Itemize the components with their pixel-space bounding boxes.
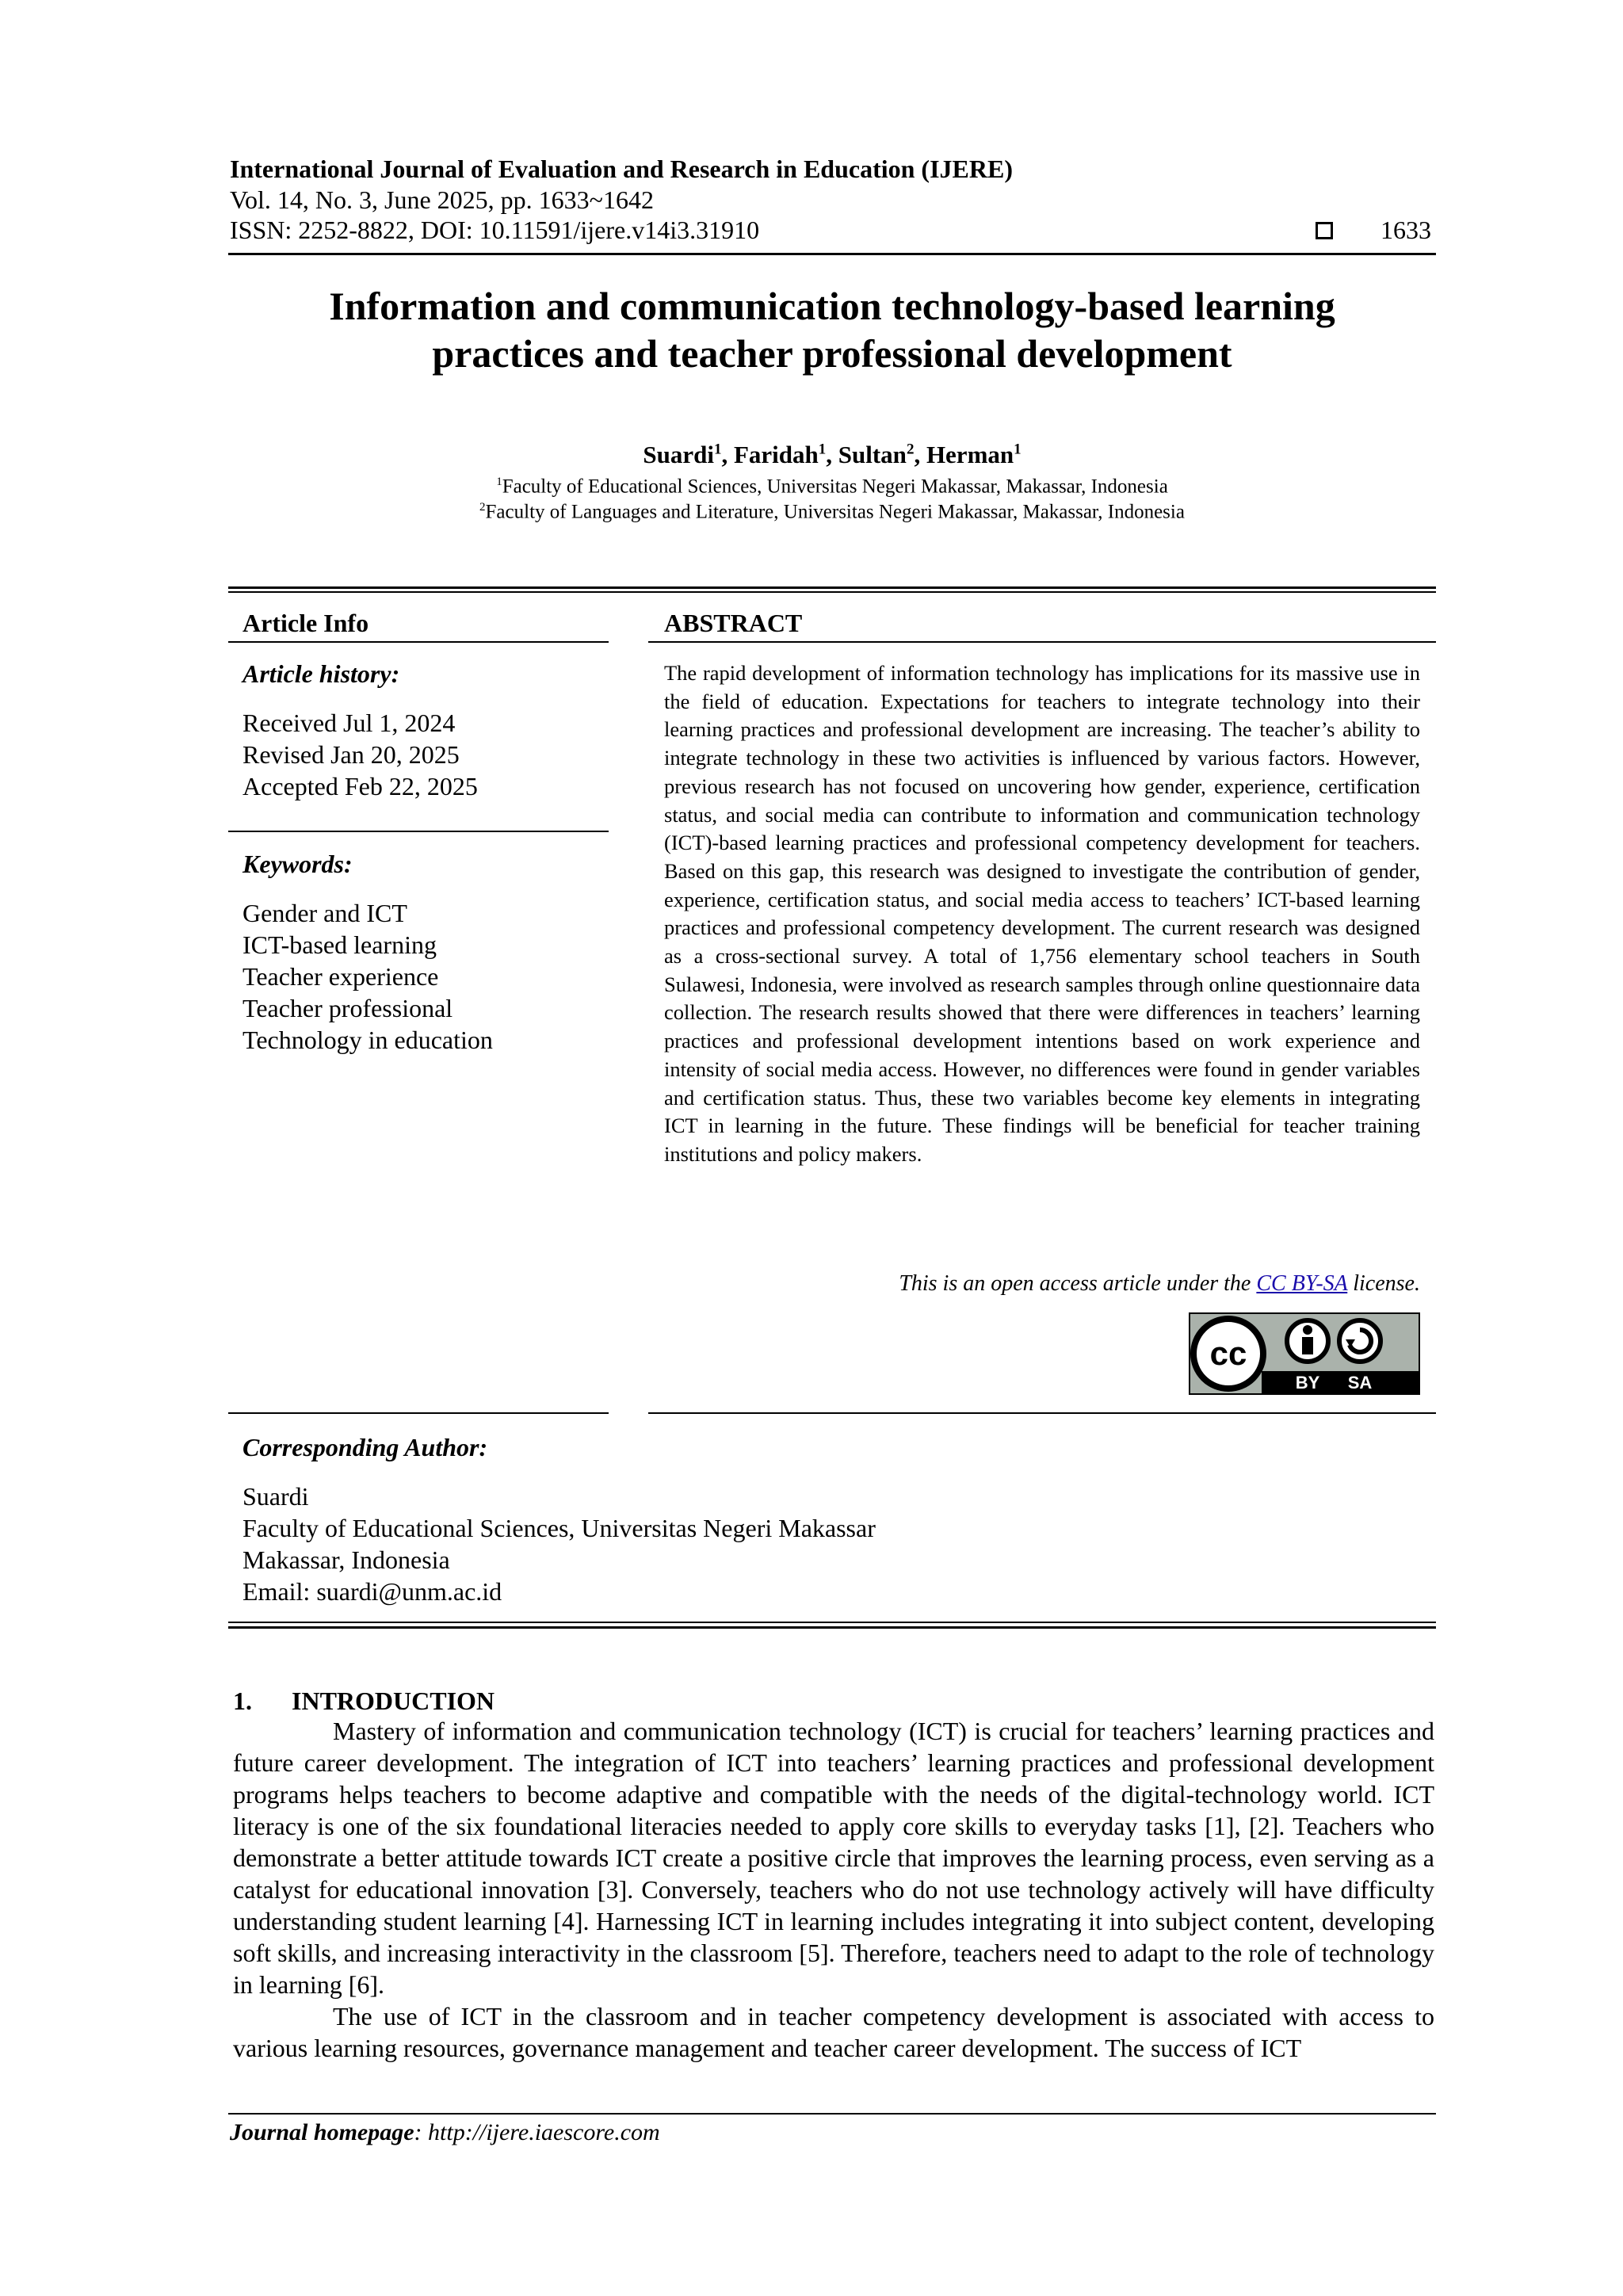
journal-homepage-footer bbox=[230, 2119, 660, 2146]
section-heading-introduction bbox=[233, 1687, 495, 1716]
article-info-bottom-rule bbox=[228, 1412, 609, 1414]
introduction-body bbox=[233, 1715, 1434, 2064]
footer-url[interactable]: : http://ijere.iaescore.com bbox=[414, 2119, 660, 2145]
affiliation-mark: 1 bbox=[496, 476, 502, 488]
square-box-icon bbox=[1316, 222, 1333, 239]
history-rule bbox=[228, 831, 609, 832]
author-name: Sultan bbox=[838, 441, 907, 468]
intro-paragraph-1: Mastery of information and communication technology (ICT) is crucial for teachers’ learning practices and future career development. The integration of ICT into teachers’ learning practices and professional development programs helps teachers to become adaptive and compatible with the needs of the digital-technology world. ICT literacy is one of the six foundational literacies needed to apply core skills to everyday tasks [1], [2]. Teachers who demonstrate a better attitude towards ICT create a positive circle that improves the learning process, even serving as a catalyst for educational innovation [3]. Conversely, teachers who do not use technology actively will have difficulty understanding student learning [4]. Harnessing ICT in learning includes integrating it into subject content, developing soft skills, and increasing interactivity in the classroom [5]. Therefore, teachers need to adapt to the role of technology in learning [6]. bbox=[233, 1717, 1434, 1999]
corresponding-location: Makassar, Indonesia bbox=[242, 1545, 450, 1574]
cc-text: cc bbox=[1209, 1335, 1247, 1372]
title-line-2: practices and teacher professional development bbox=[432, 331, 1232, 376]
license-prefix: This is an open access article under the bbox=[899, 1271, 1257, 1296]
author-separator: , bbox=[914, 441, 926, 468]
article-history-list bbox=[242, 707, 478, 802]
license-statement bbox=[664, 1271, 1420, 1297]
issn-doi-line: ISSN: 2252-8822, DOI: 10.11591/ijere.v14i3.31910 bbox=[230, 216, 760, 244]
author-separator: , bbox=[826, 441, 838, 468]
license-suffix: license. bbox=[1347, 1271, 1420, 1296]
cc-by-sa-link[interactable]: CC BY-SA bbox=[1256, 1271, 1348, 1296]
abstract-rule bbox=[648, 641, 1436, 643]
section-title: INTRODUCTION bbox=[292, 1687, 495, 1715]
affiliation-1 bbox=[228, 476, 1436, 498]
corresponding-author-heading: Corresponding Author: bbox=[242, 1433, 488, 1461]
frame-bottom-rule-inner bbox=[228, 1622, 1436, 1623]
author-separator: , bbox=[721, 441, 734, 468]
footer-rule bbox=[228, 2113, 1436, 2115]
paper-title bbox=[228, 282, 1436, 377]
author-affiliation-mark: 2 bbox=[906, 441, 915, 458]
keyword-item: ICT-based learning bbox=[242, 930, 437, 959]
history-received: Received Jul 1, 2024 bbox=[242, 709, 456, 737]
author-affiliation-mark: 1 bbox=[1014, 441, 1022, 458]
section-number: 1. bbox=[233, 1687, 252, 1715]
intro-paragraph-2: The use of ICT in the classroom and in teacher competency development is associated with access to various learning resources, governance management and teacher career development. The success of ICT bbox=[233, 2002, 1434, 2062]
keyword-item: Gender and ICT bbox=[242, 899, 407, 927]
frame-top-rule-inner bbox=[228, 591, 1436, 593]
journal-name: International Journal of Evaluation and Research in Education (IJERE) bbox=[230, 155, 1013, 183]
author-name: Herman bbox=[926, 441, 1014, 468]
article-history-heading: Article history: bbox=[242, 659, 400, 688]
affiliation-text: Faculty of Languages and Literature, Universitas Negeri Makassar, Makassar, Indonesia bbox=[485, 501, 1185, 523]
abstract-bottom-rule bbox=[648, 1412, 1436, 1414]
author-affiliation-mark: 1 bbox=[713, 441, 722, 458]
keywords-list bbox=[242, 897, 493, 1056]
header-rule bbox=[228, 253, 1436, 255]
title-line-1: Information and communication technology-based learning bbox=[329, 284, 1335, 328]
keyword-item: Teacher professional bbox=[242, 994, 453, 1022]
history-revised: Revised Jan 20, 2025 bbox=[242, 740, 460, 769]
author-list bbox=[228, 441, 1436, 469]
page-number: 1633 bbox=[1381, 216, 1431, 244]
corresponding-author-details bbox=[242, 1480, 876, 1607]
author-name: Suardi bbox=[643, 441, 714, 468]
keywords-heading: Keywords: bbox=[242, 850, 353, 878]
keyword-item: Teacher experience bbox=[242, 962, 439, 991]
corresponding-email: Email: suardi@unm.ac.id bbox=[242, 1577, 502, 1606]
affiliation-text: Faculty of Educational Sciences, Universitas Negeri Makassar, Makassar, Indonesia bbox=[502, 476, 1168, 498]
author-name: Faridah bbox=[733, 441, 819, 468]
cc-by-sa-badge-icon[interactable] bbox=[1189, 1312, 1420, 1395]
abstract-heading: ABSTRACT bbox=[664, 609, 803, 637]
affiliation-mark: 2 bbox=[479, 501, 486, 514]
abstract-text: The rapid development of information technology has implications for its massive use in the field of education. Expectations for teachers to integrate technology into their learning practices and professional development are increasing. The teacher’s ability to integrate technology in these two activities is influenced by various factors. However, previous research has not focused on uncovering how gender, experience, certification status, and social media can contribute to information and communication technology (ICT)-based learning practices and professional competency development for teachers. Based on this gap, this research was designed to investigate the contribution of gender, experience, certification status, and social media access to teachers’ ICT-based learning practices and professional competency development. The current research was designed as a cross-sectional survey. A total of 1,756 elementary school teachers in South Sulawesi, Indonesia, were involved as research samples through online questionnaire data collection. The research results showed that there were differences in teachers’ learning practices and professional development intentions based on work experience and intensity of social media access. However, no differences were found in gender variables and certification status. Thus, these two variables become key elements in integrating ICT in learning in the future. These findings will be beneficial for teacher training institutions and policy makers. bbox=[664, 661, 1420, 1166]
by-text: BY bbox=[1295, 1373, 1320, 1392]
author-affiliation-mark: 1 bbox=[818, 441, 827, 458]
sa-text: SA bbox=[1347, 1373, 1373, 1392]
article-info-heading: Article Info bbox=[242, 609, 369, 637]
frame-top-rule bbox=[228, 586, 1436, 589]
volume-line: Vol. 14, No. 3, June 2025, pp. 1633~1642 bbox=[230, 185, 654, 214]
footer-label: Journal homepage bbox=[230, 2119, 414, 2145]
corresponding-name: Suardi bbox=[242, 1482, 309, 1511]
corresponding-faculty: Faculty of Educational Sciences, Universitas Negeri Makassar bbox=[242, 1514, 876, 1542]
article-info-rule bbox=[228, 641, 609, 643]
history-accepted: Accepted Feb 22, 2025 bbox=[242, 772, 478, 800]
keyword-item: Technology in education bbox=[242, 1026, 493, 1054]
affiliation-2 bbox=[228, 501, 1436, 523]
frame-bottom-rule bbox=[228, 1626, 1436, 1629]
